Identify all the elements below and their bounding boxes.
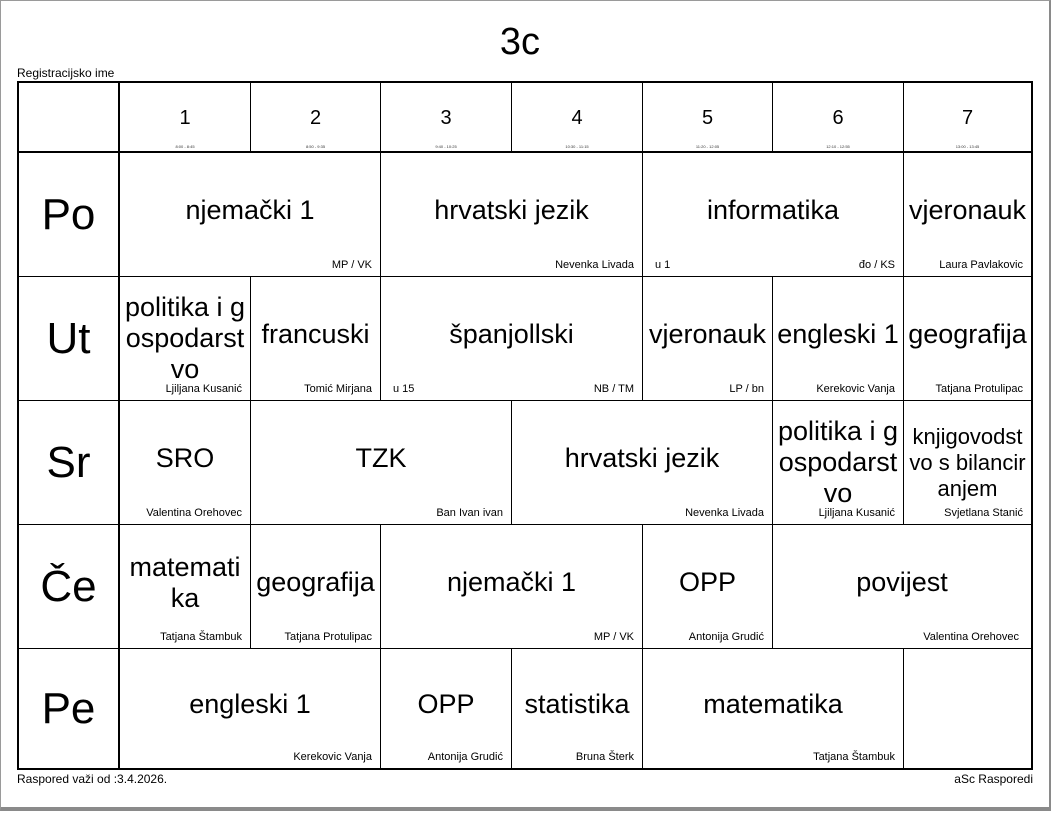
lesson-teacher: Tomić Mirjana <box>304 383 372 395</box>
valid-from-note: Raspored važi od :3.4.2026. <box>17 772 168 786</box>
lesson-room: u 15 <box>393 383 415 395</box>
lesson-teacher: NB / TM <box>593 383 634 395</box>
lesson-teacher: Bruna Šterk <box>575 751 634 763</box>
lesson-subject: hrvatski jezik <box>434 195 589 225</box>
lesson-subject: statistika <box>524 689 630 719</box>
lesson-cell[interactable] <box>120 277 251 401</box>
lesson-subject: OPP <box>417 689 475 719</box>
lesson-teacher: Ljiljana Kusanić <box>818 507 895 519</box>
period-header-7 <box>904 83 1031 153</box>
period-header-5 <box>643 83 773 153</box>
lesson-teacher: Nevenka Livada <box>555 259 634 271</box>
lesson-cell[interactable] <box>643 649 904 768</box>
period-number: 2 <box>309 107 322 129</box>
lesson-subject: povijest <box>856 567 948 597</box>
period-number: 5 <box>701 107 714 129</box>
lesson-cell[interactable] <box>773 401 904 525</box>
lesson-room: u 1 <box>655 259 671 271</box>
lesson-teacher: Kerekovic Vanja <box>293 751 372 763</box>
lesson-teacher: Nevenka Livada <box>685 507 764 519</box>
lesson-teacher: Svjetlana Stanić <box>944 507 1023 519</box>
lesson-subject: španjollski <box>449 319 574 349</box>
lesson-teacher: Valentina Orehovec <box>923 631 1019 643</box>
lesson-teacher: MP / VK <box>593 631 634 643</box>
lesson-subject: engleski 1 <box>189 689 311 719</box>
lesson-teacher: Antonija Grudić <box>427 751 503 763</box>
lesson-cell[interactable] <box>643 525 773 649</box>
lesson-subject: OPP <box>678 567 737 597</box>
lesson-subject: francuski <box>261 319 370 349</box>
period-time: 12:10 - 12:55 <box>826 144 850 149</box>
day-label-ut: Ut <box>19 277 120 401</box>
period-number: 1 <box>179 107 191 129</box>
period-number: 4 <box>571 107 583 129</box>
lesson-subject: geografija <box>908 319 1027 349</box>
lesson-cell[interactable] <box>120 649 381 768</box>
lesson-teacher: Ljiljana Kusanić <box>165 383 242 395</box>
period-time: 13:00 - 13:45 <box>955 144 980 149</box>
period-time: 10:30 - 11:15 <box>565 144 589 149</box>
lesson-subject: politika i gospodarstvo <box>124 292 246 384</box>
lesson-cell[interactable] <box>512 649 643 768</box>
period-number: 3 <box>440 107 452 129</box>
lesson-teacher: đo / KS <box>858 259 895 271</box>
lesson-subject: TZK <box>355 443 407 473</box>
lesson-cell[interactable] <box>381 153 643 277</box>
lesson-cell[interactable] <box>381 649 512 768</box>
timetable-title: 3c <box>499 21 541 63</box>
lesson-cell[interactable] <box>251 525 381 649</box>
lesson-subject: politika i gospodarstvo <box>777 416 899 508</box>
period-time: 8:50 - 9:35 <box>305 144 326 149</box>
lesson-teacher: Laura Pavlakovic <box>939 259 1023 271</box>
lesson-cell[interactable] <box>773 277 904 401</box>
period-time: 8:00 - 8:45 <box>175 144 195 149</box>
lesson-teacher: Tatjana Protulipac <box>284 631 372 643</box>
lesson-subject: njemački 1 <box>185 195 315 225</box>
day-label-sr: Sr <box>19 401 120 525</box>
day-label-pe: Pe <box>19 649 120 768</box>
period-header-6 <box>773 83 904 153</box>
corner-cell <box>19 83 120 153</box>
lesson-subject: hrvatski jezik <box>564 443 720 473</box>
lesson-cell[interactable] <box>904 153 1031 277</box>
period-number: 6 <box>832 107 844 129</box>
period-time: 11:20 - 12:05 <box>695 144 720 149</box>
lesson-cell[interactable] <box>381 277 643 401</box>
period-time: 9:40 - 10:25 <box>435 144 457 149</box>
lesson-teacher: Ban Ivan ivan <box>436 507 503 519</box>
lesson-cell[interactable] <box>251 401 512 525</box>
lesson-cell[interactable] <box>643 277 773 401</box>
registration-label: Registracijsko ime <box>17 66 115 80</box>
lesson-cell[interactable] <box>904 277 1031 401</box>
lesson-cell[interactable] <box>773 525 1031 649</box>
lesson-teacher: Antonija Grudić <box>688 631 764 643</box>
period-header-4 <box>512 83 643 153</box>
lesson-subject: matematika <box>703 689 843 719</box>
lesson-teacher: Kerekovic Vanja <box>816 383 895 395</box>
lesson-cell[interactable] <box>251 277 381 401</box>
lesson-subject: vjeronauk <box>648 319 767 349</box>
lesson-teacher: Tatjana Protulipac <box>935 383 1023 395</box>
lesson-cell[interactable] <box>904 401 1031 525</box>
lesson-teacher: Valentina Orehovec <box>146 507 242 519</box>
period-header-2 <box>251 83 381 153</box>
lesson-subject: SRO <box>155 443 215 473</box>
empty-cell <box>904 649 1031 768</box>
lesson-subject: geografija <box>256 567 375 597</box>
lesson-cell[interactable] <box>120 525 251 649</box>
lesson-teacher: Tatjana Štambuk <box>160 631 242 643</box>
lesson-cell[interactable] <box>643 153 904 277</box>
day-label-po: Po <box>19 153 120 277</box>
lesson-subject: knjigovodstvo s bilanciranjem <box>909 423 1026 501</box>
lesson-teacher: LP / bn <box>729 383 764 395</box>
lesson-subject: matematika <box>129 551 241 613</box>
period-header-3 <box>381 83 512 153</box>
lesson-subject: engleski 1 <box>777 319 899 349</box>
period-number: 7 <box>961 107 974 129</box>
day-label-ce: Če <box>19 525 120 649</box>
lesson-subject: vjeronauk <box>908 195 1027 225</box>
lesson-subject: njemački 1 <box>446 567 577 597</box>
lesson-cell[interactable] <box>381 525 643 649</box>
period-header-1 <box>120 83 251 153</box>
lesson-cell[interactable] <box>512 401 773 525</box>
lesson-teacher: MP / VK <box>331 259 372 271</box>
timetable-grid <box>17 81 1033 770</box>
lesson-cell[interactable] <box>120 153 381 277</box>
lesson-cell[interactable] <box>120 401 251 525</box>
lesson-subject: informatika <box>706 195 840 225</box>
brand-label: aSc Rasporedi <box>954 772 1033 786</box>
lesson-teacher: Tatjana Štambuk <box>813 751 895 763</box>
